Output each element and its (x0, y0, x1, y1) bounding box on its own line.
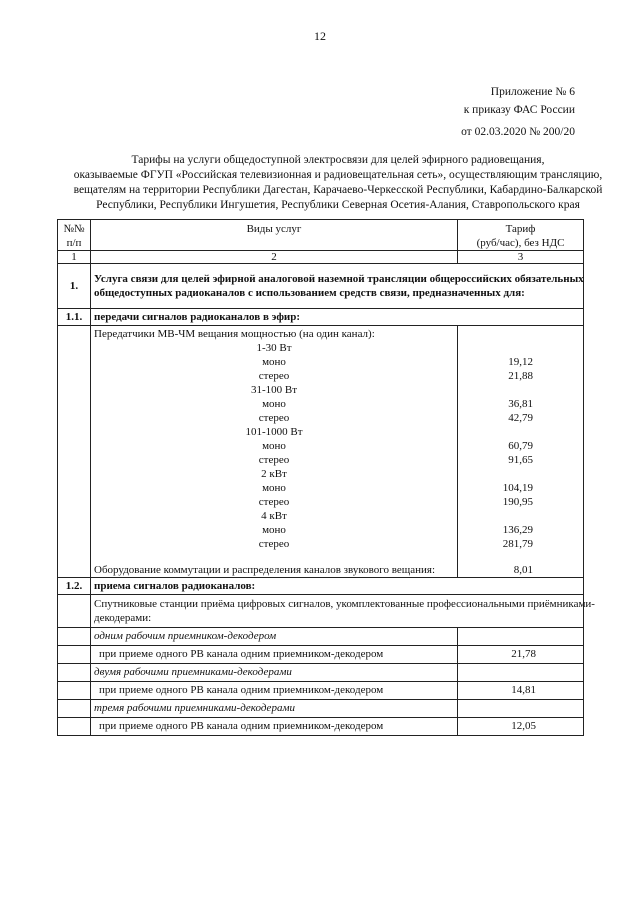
tariff-value: 281,79 (502, 538, 533, 550)
mode-label: моно (262, 524, 286, 536)
decoder-group-title: одним рабочим приемником-декодером (91, 628, 458, 646)
section-text: Услуга связи для целей эфирной аналоговой наземной трансляции общероссийских обязательных общедоступных радиоканалов с использованием средств связи, предназначенных для: (91, 264, 584, 309)
decoder-row (58, 646, 584, 664)
annex-line: к приказу ФАС России (463, 104, 575, 116)
empty-cell (58, 595, 91, 628)
empty-cell (458, 700, 584, 718)
empty-cell (58, 718, 91, 736)
decoder-group-row (58, 664, 584, 682)
empty-cell (58, 682, 91, 700)
tariff-value: 104,19 (502, 482, 533, 494)
annex-reference (461, 83, 575, 141)
power-label: 2 кВт (261, 468, 287, 480)
header-num: №№ п/п (58, 220, 91, 251)
subsection-text: приема сигналов радиоканалов: (91, 578, 584, 595)
power-label: 101-1000 Вт (245, 426, 303, 438)
annex-line: от 02.03.2020 № 200/20 (461, 126, 575, 138)
empty-cell (58, 326, 91, 578)
title-line: оказываемые ФГУП «Российская телевизионная и радиовещательная сеть», осуществляющим трансляцию, (73, 169, 603, 181)
mode-label: стерео (258, 496, 290, 508)
column-numbers-row (58, 251, 584, 264)
decoder-group-title: тремя рабочими приемниками-декодерами (91, 700, 458, 718)
mode-label: моно (262, 398, 286, 410)
tariff-table (57, 219, 595, 736)
empty-cell (58, 628, 91, 646)
title-line: вещателям на территории Республики Дагестан, Карачаево-Черкесской Республики, Кабардино-Балкарской (73, 184, 603, 196)
table-header-row (58, 220, 584, 251)
mode-label: моно (262, 440, 286, 452)
subsection-row (58, 578, 584, 595)
section-num: 1. (58, 264, 91, 309)
transmitters-services (91, 326, 458, 578)
header-tariff: Тариф (руб/час), без НДС (458, 220, 584, 251)
decoder-row-label: при приеме одного РВ канала одним приемником-декодером (91, 718, 458, 736)
power-label: 4 кВт (261, 510, 287, 522)
equipment-value: 8,01 (513, 564, 533, 576)
mode-label: стерео (258, 454, 290, 466)
transmitters-tariffs (458, 326, 584, 578)
mode-label: стерео (258, 412, 290, 424)
tariff-value: 21,78 (458, 646, 584, 664)
satellite-heading: Спутниковые станции приёма цифровых сигналов, укомплектованные профессиональными приёмниками- декодерами: (91, 595, 584, 628)
empty-cell (58, 700, 91, 718)
decoder-row (58, 682, 584, 700)
mode-label: стерео (258, 370, 290, 382)
tariff-value: 42,79 (508, 412, 533, 424)
tariff-value: 60,79 (508, 440, 533, 452)
title-line: Республики, Республики Ингушетия, Республики Северная Осетия-Алания, Ставропольского края (96, 199, 580, 211)
tariff-value: 136,29 (502, 524, 533, 536)
tariff-value: 19,12 (508, 356, 533, 368)
section-row (58, 264, 584, 309)
subsection-num: 1.2. (58, 578, 91, 595)
power-label: 1-30 Вт (256, 342, 292, 354)
mode-label: моно (262, 482, 286, 494)
colnum: 1 (58, 251, 91, 264)
mode-label: стерео (258, 538, 290, 550)
mode-label: моно (262, 356, 286, 368)
tariff-value: 36,81 (508, 398, 533, 410)
colnum: 2 (91, 251, 458, 264)
subsection-row (58, 309, 584, 326)
title-line: Тарифы на услуги общедоступной электросвязи для целей эфирного радиовещания, (131, 154, 545, 166)
transmitters-heading: Передатчики МВ-ЧМ вещания мощностью (на один канал): (94, 328, 375, 340)
decoder-row-label: при приеме одного РВ канала одним приемником-декодером (91, 682, 458, 700)
decoder-row (58, 718, 584, 736)
decoder-group-row (58, 700, 584, 718)
transmitters-row (58, 326, 584, 578)
tariff-value: 14,81 (458, 682, 584, 700)
tariff-value: 190,95 (502, 496, 533, 508)
header-service: Виды услуг (91, 220, 458, 251)
satellite-heading-row (58, 595, 584, 628)
empty-cell (58, 646, 91, 664)
power-label: 31-100 Вт (250, 384, 298, 396)
decoder-row-label: при приеме одного РВ канала одним приемником-декодером (91, 646, 458, 664)
page-number: 12 (314, 29, 326, 43)
subsection-text: передачи сигналов радиоканалов в эфир: (91, 309, 584, 326)
empty-cell (458, 664, 584, 682)
tariff-value: 91,65 (508, 454, 533, 466)
colnum: 3 (458, 251, 584, 264)
subsection-num: 1.1. (58, 309, 91, 326)
empty-cell (458, 628, 584, 646)
equipment-label: Оборудование коммутации и распределения каналов звукового вещания: (94, 564, 435, 576)
empty-cell (58, 664, 91, 682)
tariff-value: 12,05 (458, 718, 584, 736)
tariff-value: 21,88 (508, 370, 533, 382)
annex-line: Приложение № 6 (490, 86, 575, 98)
decoder-group-title: двумя рабочими приемниками-декодерами (91, 664, 458, 682)
document-title (48, 153, 628, 213)
decoder-group-row (58, 628, 584, 646)
